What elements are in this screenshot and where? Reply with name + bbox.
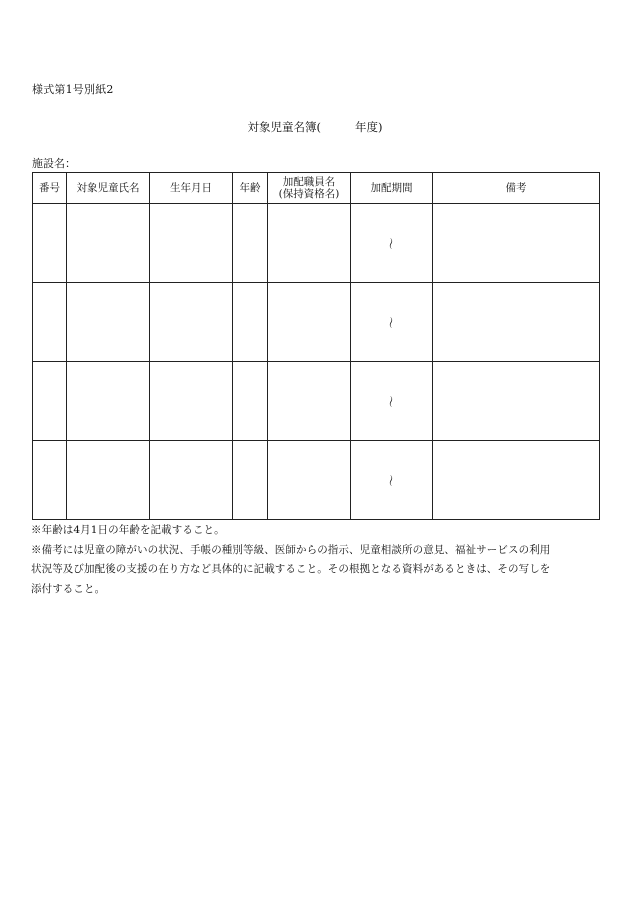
- document-title: [0, 119, 630, 135]
- age-note: ※年齢は4月1日の年齢を記載すること。: [31, 524, 225, 536]
- header-number: 番号: [33, 173, 67, 204]
- header-age: 年齢: [233, 173, 268, 204]
- remarks-note-line1: ※備考には児童の障がいの状況、手帳の種別等級、医師からの指示、児童相談所の意見、福祉サービスの利用: [31, 543, 551, 556]
- cell-assigned-staff[interactable]: [268, 441, 351, 520]
- cell-assigned-staff[interactable]: [268, 362, 351, 441]
- cell-number[interactable]: [33, 204, 67, 283]
- cell-birth-date[interactable]: [150, 441, 233, 520]
- cell-child-name[interactable]: [67, 283, 150, 362]
- form-number: 様式第1号別紙2: [32, 83, 114, 96]
- header-birth-date: 生年月日: [150, 173, 233, 204]
- cell-assignment-period[interactable]: [351, 441, 433, 520]
- header-staff-line1: 加配職員名: [282, 176, 336, 188]
- title-suffix: 年度): [355, 120, 383, 134]
- child-roster-table: [32, 172, 600, 520]
- cell-birth-date[interactable]: [150, 283, 233, 362]
- cell-number[interactable]: [33, 362, 67, 441]
- cell-child-name[interactable]: [67, 362, 150, 441]
- cell-assigned-staff[interactable]: [268, 204, 351, 283]
- cell-age[interactable]: [233, 441, 268, 520]
- cell-age[interactable]: [233, 283, 268, 362]
- cell-birth-date[interactable]: [150, 204, 233, 283]
- table-row: [33, 204, 600, 283]
- header-assigned-staff: [268, 173, 351, 204]
- period-separator: ～: [383, 236, 398, 250]
- cell-number[interactable]: [33, 441, 67, 520]
- header-staff-line2: (保持資格名): [278, 188, 340, 200]
- cell-remarks[interactable]: [433, 283, 600, 362]
- cell-child-name[interactable]: [67, 204, 150, 283]
- cell-assigned-staff[interactable]: [268, 283, 351, 362]
- table-header-row: [33, 173, 600, 204]
- cell-assignment-period[interactable]: [351, 204, 433, 283]
- facility-name-label: 施設名：: [32, 157, 76, 170]
- header-assignment-period: 加配期間: [351, 173, 433, 204]
- cell-child-name[interactable]: [67, 441, 150, 520]
- cell-birth-date[interactable]: [150, 362, 233, 441]
- notes-section: [31, 521, 603, 599]
- header-remarks: 備考: [433, 173, 600, 204]
- title-prefix: 対象児童名簿(: [247, 120, 321, 134]
- table-row: [33, 283, 600, 362]
- period-separator: ～: [383, 473, 398, 487]
- period-separator: ～: [383, 394, 398, 408]
- header-child-name: 対象児童氏名: [67, 173, 150, 204]
- cell-age[interactable]: [233, 362, 268, 441]
- cell-assignment-period[interactable]: [351, 283, 433, 362]
- remarks-note-line3: 添付すること。: [31, 582, 106, 595]
- period-separator: ～: [383, 315, 398, 329]
- table-row: [33, 362, 600, 441]
- cell-assignment-period[interactable]: [351, 362, 433, 441]
- cell-remarks[interactable]: [433, 362, 600, 441]
- cell-age[interactable]: [233, 204, 268, 283]
- cell-remarks[interactable]: [433, 204, 600, 283]
- cell-number[interactable]: [33, 283, 67, 362]
- table-row: [33, 441, 600, 520]
- cell-remarks[interactable]: [433, 441, 600, 520]
- remarks-note-line2: 状況等及び加配後の支援の在り方など具体的に記載すること。その根拠となる資料があるときは、その写しを: [31, 563, 551, 575]
